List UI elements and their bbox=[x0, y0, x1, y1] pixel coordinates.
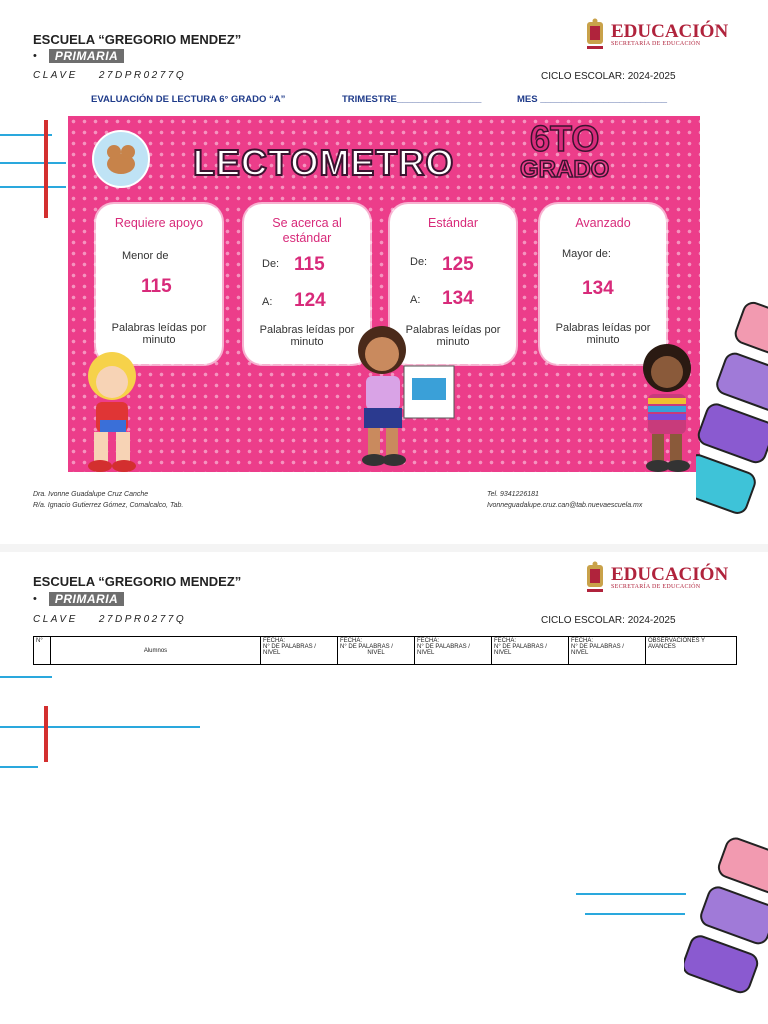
col-header-observaciones: OBSERVACIONES Y AVANCES bbox=[646, 637, 737, 665]
decor-stripe bbox=[0, 766, 38, 768]
state-seal-icon bbox=[585, 18, 605, 52]
table-header-row bbox=[34, 637, 737, 665]
page-break bbox=[0, 544, 768, 552]
crayons-decoration bbox=[696, 292, 768, 544]
nivel-label: NIVEL bbox=[571, 650, 589, 656]
decor-pencil bbox=[44, 120, 48, 218]
girl-reading-illustration bbox=[72, 348, 152, 472]
level-row-p2 bbox=[33, 592, 124, 606]
fecha-label: FECHA: bbox=[263, 638, 286, 644]
footer-right bbox=[487, 489, 642, 511]
school-name-p2: ESCUELA “GREGORIO MENDEZ” bbox=[33, 574, 242, 589]
grade-number: 6TO bbox=[529, 118, 600, 159]
footer-email: Ivonneguadalupe.cruz.can@tab.nuevaescuela.mx bbox=[487, 502, 643, 509]
girl-with-books-illustration bbox=[634, 340, 700, 472]
nivel-label: NIVEL bbox=[367, 650, 385, 656]
clave-p2: CLAVE 27DPR0277Q bbox=[33, 614, 187, 625]
card-de-label: De: bbox=[262, 258, 280, 270]
state-seal-icon bbox=[585, 561, 605, 595]
educacion-logo-p2 bbox=[585, 561, 728, 595]
decor-stripe bbox=[0, 186, 66, 188]
card-title: Se acerca al estándar bbox=[272, 216, 342, 245]
logo-word: EDUCACIÓN bbox=[611, 21, 729, 42]
trimestre-field: TRIMESTRE________________ bbox=[342, 94, 482, 105]
card-value-from: 125 bbox=[442, 254, 474, 275]
card-a-label: A: bbox=[262, 296, 273, 308]
clave: CLAVE 27DPR0277Q bbox=[33, 70, 187, 81]
decor-stripe bbox=[576, 893, 686, 895]
nivel-label: NIVEL bbox=[417, 650, 435, 656]
girl-with-book-illustration bbox=[342, 322, 462, 472]
level-card-requiere-apoyo bbox=[96, 204, 222, 364]
fecha-label: FECHA: bbox=[340, 638, 363, 644]
level-badge: PRIMARIA bbox=[49, 49, 124, 63]
decor-stripe bbox=[585, 913, 685, 915]
card-range-label: Menor de bbox=[122, 250, 169, 262]
card-footer: Palabras leídas por minuto bbox=[111, 322, 207, 346]
col-header-fecha-1 bbox=[261, 637, 338, 665]
mes-field: MES ________________________ bbox=[517, 94, 668, 105]
palabras-label: N° DE PALABRAS / bbox=[263, 644, 316, 650]
card-a-label: A: bbox=[410, 294, 421, 306]
card-footer: Palabras leídas por minuto bbox=[405, 324, 501, 348]
col-header-fecha-5 bbox=[569, 637, 646, 665]
card-value: 115 bbox=[141, 276, 172, 297]
card-de-label: De: bbox=[410, 256, 428, 268]
evaluation-title: EVALUACIÓN DE LECTURA 6° GRADO “A” bbox=[91, 94, 286, 105]
nivel-label: NIVEL bbox=[494, 650, 512, 656]
card-title: Avanzado bbox=[575, 216, 631, 230]
lectometro-banner bbox=[68, 116, 700, 472]
card-title: Requiere apoyo bbox=[114, 216, 204, 230]
teacher-logo-icon bbox=[92, 130, 150, 188]
palabras-label: N° DE PALABRAS / bbox=[571, 644, 624, 650]
palabras-label: N° DE PALABRAS / bbox=[494, 644, 547, 650]
educacion-logo bbox=[585, 18, 728, 52]
school-name: ESCUELA “GREGORIO MENDEZ” bbox=[33, 32, 242, 47]
card-range-label: Mayor de: bbox=[562, 248, 611, 260]
decor-stripe bbox=[0, 676, 52, 678]
col-header-no: N° bbox=[34, 637, 51, 665]
footer-address: R/a. Ignacio Gutierrez Gómez, Comalcalco, Tab. bbox=[33, 502, 184, 509]
logo-word: EDUCACIÓN bbox=[611, 564, 729, 585]
grade-label bbox=[520, 120, 609, 182]
crayons-decoration-p2 bbox=[684, 832, 768, 1024]
level-badge: PRIMARIA bbox=[49, 592, 124, 606]
decor-pencil bbox=[44, 706, 48, 762]
bullet: • bbox=[33, 593, 37, 605]
level-row bbox=[33, 49, 124, 63]
bullet: • bbox=[33, 50, 37, 62]
banner-title: LECTOMETRO bbox=[193, 142, 455, 183]
col-header-fecha-2 bbox=[338, 637, 415, 665]
grade-word: GRADO bbox=[520, 156, 610, 183]
logo-subtitle: SECRETARÍA DE EDUCACIÓN bbox=[611, 584, 701, 590]
card-value: 134 bbox=[582, 278, 614, 299]
card-value-to: 134 bbox=[442, 288, 474, 309]
palabras-label: N° DE PALABRAS / bbox=[340, 644, 393, 650]
col-header-fecha-3 bbox=[415, 637, 492, 665]
footer-author: Dra. Ivonne Guadalupe Cruz Canche bbox=[33, 491, 149, 498]
fecha-label: FECHA: bbox=[571, 638, 594, 644]
nivel-label: NIVEL bbox=[263, 650, 281, 656]
col-header-fecha-4 bbox=[492, 637, 569, 665]
logo-subtitle: SECRETARÍA DE EDUCACIÓN bbox=[611, 41, 701, 47]
card-value-from: 115 bbox=[294, 254, 325, 275]
col-header-alumnos: Alumnos bbox=[51, 637, 261, 665]
palabras-label: N° DE PALABRAS / bbox=[417, 644, 470, 650]
footer-phone: Tel. 9341226181 bbox=[487, 491, 539, 498]
card-footer: Palabras leídas por minuto bbox=[259, 324, 355, 348]
decor-stripe bbox=[0, 726, 200, 728]
ciclo-escolar: CICLO ESCOLAR: 2024-2025 bbox=[541, 71, 676, 82]
fecha-label: FECHA: bbox=[417, 638, 440, 644]
fecha-label: FECHA: bbox=[494, 638, 517, 644]
decor-stripe bbox=[0, 162, 66, 164]
card-value-to: 124 bbox=[294, 290, 326, 311]
card-footer: Palabras leídas por minuto bbox=[555, 322, 651, 346]
reading-register-table bbox=[33, 636, 737, 665]
footer-left bbox=[33, 489, 183, 511]
ciclo-escolar-p2: CICLO ESCOLAR: 2024-2025 bbox=[541, 615, 676, 626]
card-title: Estándar bbox=[427, 216, 479, 230]
